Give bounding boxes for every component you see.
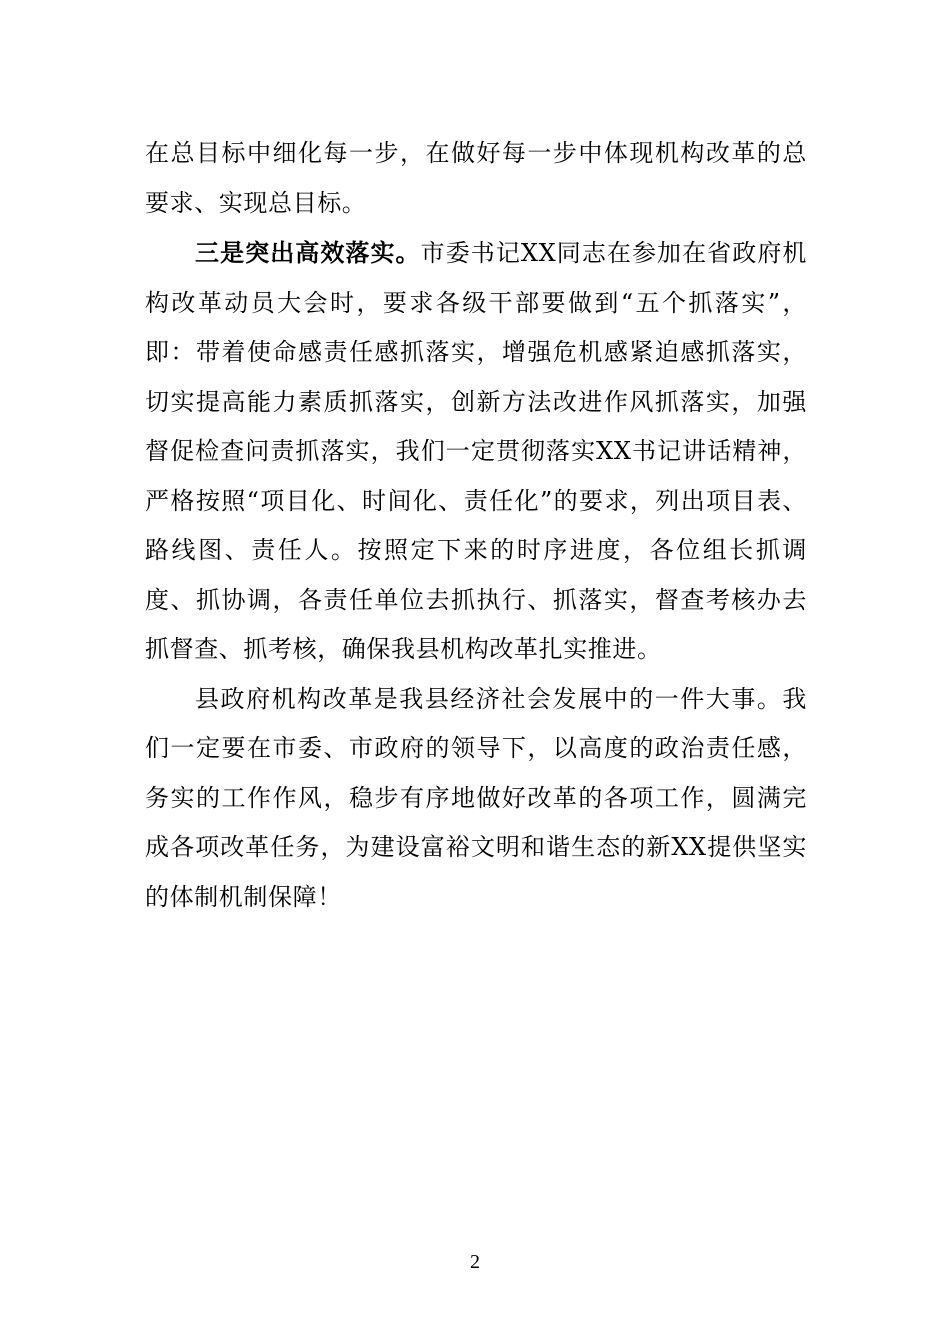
paragraph-continuation — [145, 129, 807, 228]
paragraph-2-text: 市委书记XX同志在参加在省政府机构改革动员大会时，要求各级干部要做到“五个抓落实”，即：带着使命感责任感抓落实，增强危机感紧迫感抓落实，切实提高能力素质抓落实，创新方法改进作风抓落实，加强督促检查问责抓落实，我们一定贯彻落实XX书记讲话精神，严格按照“项目化、时间化、责任化”的要求，列出项目表、路线图、责任人。按照定下来的时序进度，各位组长抓调度、抓协调，各责任单位去抓执行、抓落实，督查考核办去抓督查、抓考核，确保我县机构改革扎实推进。 — [145, 239, 807, 663]
paragraph-1-text: 在总目标中细化每一步，在做好每一步中体现机构改革的总要求、实现总目标。 — [145, 139, 807, 217]
paragraph-2-lead: 三是突出高效落实。 — [195, 238, 421, 267]
paragraph-conclusion — [145, 675, 807, 923]
document-body — [145, 129, 807, 922]
paragraph-efficient-implementation — [145, 228, 807, 675]
page-number: 2 — [470, 1251, 480, 1273]
paragraph-3-text: 县政府机构改革是我县经济社会发展中的一件大事。我们一定要在市委、市政府的领导下，以高度的政治责任感，务实的工作作风，稳步有序地做好改革的各项工作，圆满完成各项改革任务，为建设富裕文明和谐生态的新XX提供坚实的体制机制保障！ — [145, 684, 807, 911]
